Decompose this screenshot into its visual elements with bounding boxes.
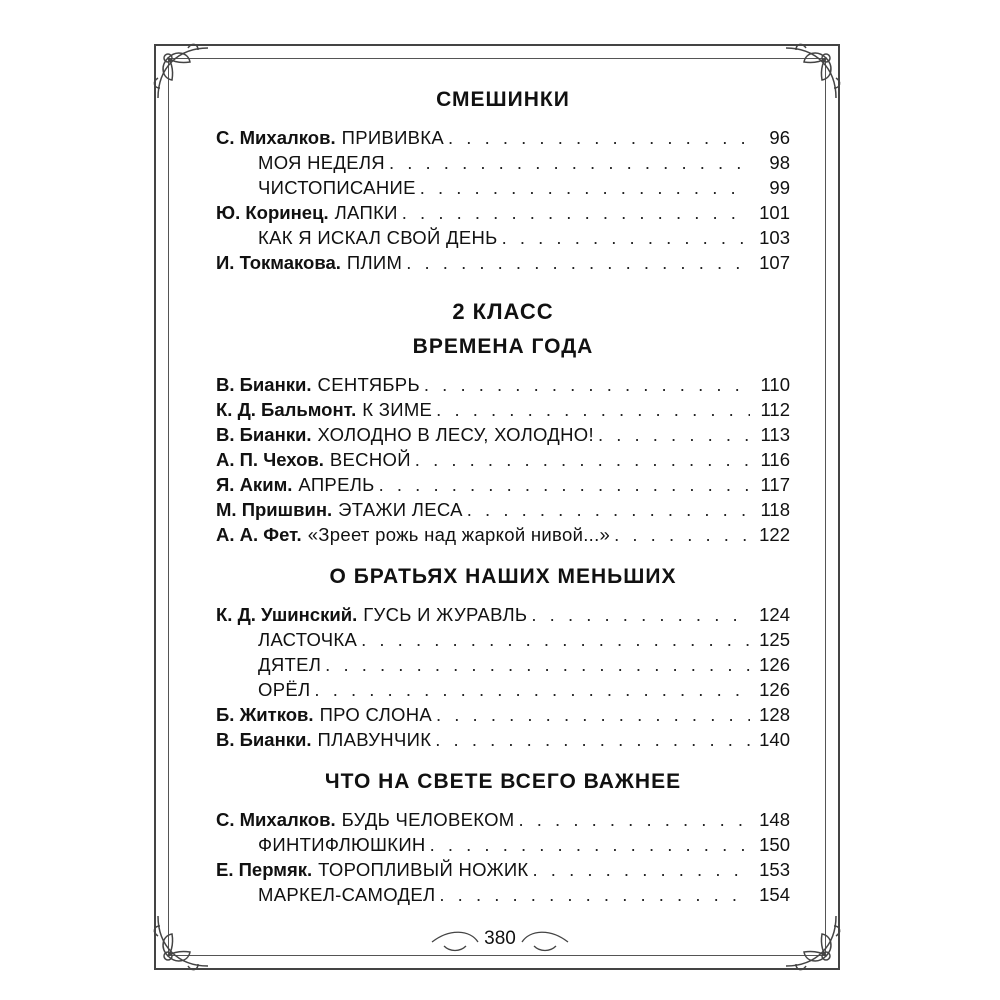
toc-entry <box>216 397 790 422</box>
entry-page: 101 <box>759 202 790 223</box>
section-title: СМЕШИНКИ <box>436 88 570 111</box>
entry-page: 113 <box>760 424 790 445</box>
entry-title: ДЯТЕЛ <box>258 654 322 675</box>
entry-page: 140 <box>759 729 790 750</box>
toc-entry <box>216 225 790 250</box>
leader-dots <box>420 175 750 200</box>
entry-title: ФИНТИФЛЮШКИН <box>258 834 426 855</box>
toc-entry <box>216 702 790 727</box>
toc-entry <box>216 627 790 652</box>
entry-author: С. Михалков. <box>216 127 336 148</box>
toc-list <box>216 807 790 907</box>
entry-page: 153 <box>759 859 790 880</box>
entry-author: К. Д. Ушинский. <box>216 604 358 625</box>
entry-author: Б. Житков. <box>216 704 314 725</box>
leader-dots <box>389 150 750 175</box>
entry-title: ЛАСТОЧКА <box>258 629 358 650</box>
entry-page: 110 <box>760 374 790 395</box>
entry-page: 98 <box>769 152 790 173</box>
toc-entry <box>216 832 790 857</box>
entry-title: ТОРОПЛИВЫЙ НОЖИК <box>318 859 529 880</box>
corner-ornament-icon <box>776 906 846 976</box>
leader-dots <box>502 225 750 250</box>
toc-entry <box>216 200 790 225</box>
entry-page: 116 <box>760 449 790 470</box>
entry-page: 117 <box>760 474 790 495</box>
page-number: 380 <box>484 928 516 949</box>
entry-author: В. Бианки. <box>216 374 312 395</box>
toc-entry <box>216 727 790 752</box>
leader-dots <box>533 857 750 882</box>
leader-dots <box>436 397 750 422</box>
entry-title: ПРИВИВКА <box>341 127 445 148</box>
leader-dots <box>531 602 750 627</box>
entry-page: 126 <box>759 654 790 675</box>
table-of-contents <box>216 88 790 907</box>
section-title: О БРАТЬЯХ НАШИХ МЕНЬШИХ <box>329 565 677 588</box>
entry-title: КАК Я ИСКАЛ СВОЙ ДЕНЬ <box>258 227 498 248</box>
entry-page: 118 <box>760 499 790 520</box>
entry-author: М. Пришвин. <box>216 499 333 520</box>
entry-page: 126 <box>759 679 790 700</box>
toc-entry <box>216 250 790 275</box>
toc-entry <box>216 652 790 677</box>
leader-dots <box>439 882 750 907</box>
entry-author: С. Михалков. <box>216 809 336 830</box>
corner-ornament-icon <box>148 38 218 108</box>
entry-title: БУДЬ ЧЕЛОВЕКОМ <box>341 809 515 830</box>
toc-entry <box>216 677 790 702</box>
entry-title: ПЛАВУНЧИК <box>317 729 432 750</box>
toc-entry <box>216 447 790 472</box>
entry-title: МОЯ НЕДЕЛЯ <box>258 152 385 173</box>
toc-entry <box>216 125 790 150</box>
leader-dots <box>361 627 750 652</box>
leader-dots <box>415 447 750 472</box>
entry-title: К ЗИМЕ <box>362 399 433 420</box>
toc-entry <box>216 372 790 397</box>
toc-list <box>216 125 790 275</box>
entry-page: 99 <box>769 177 790 198</box>
entry-title: ВЕСНОЙ <box>329 449 411 470</box>
entry-title: ГУСЬ И ЖУРАВЛЬ <box>363 604 528 625</box>
leader-dots <box>424 372 750 397</box>
entry-title: СЕНТЯБРЬ <box>317 374 420 395</box>
entry-title: МАРКЕЛ-САМОДЕЛ <box>258 884 436 905</box>
entry-title: АПРЕЛЬ <box>298 474 375 495</box>
entry-author: А. А. Фет. <box>216 524 302 545</box>
entry-page: 107 <box>759 252 790 273</box>
leader-dots <box>435 727 750 752</box>
entry-title: ЧИСТОПИСАНИЕ <box>258 177 416 198</box>
corner-ornament-icon <box>148 906 218 976</box>
entry-title: ПЛИМ <box>346 252 403 273</box>
entry-page: 150 <box>759 834 790 855</box>
entry-page: 112 <box>760 399 790 420</box>
entry-page: 103 <box>759 227 790 248</box>
toc-entry <box>216 150 790 175</box>
entry-title: ОРЁЛ <box>258 679 311 700</box>
entry-page: 122 <box>759 524 790 545</box>
section-title: ВРЕМЕНА ГОДА <box>412 335 594 358</box>
toc-entry <box>216 175 790 200</box>
entry-page: 148 <box>759 809 790 830</box>
leader-dots <box>448 125 750 150</box>
toc-list <box>216 602 790 752</box>
entry-page: 124 <box>759 604 790 625</box>
entry-author: К. Д. Бальмонт. <box>216 399 357 420</box>
entry-author: Я. Аким. <box>216 474 293 495</box>
leader-dots <box>519 807 751 832</box>
toc-entry <box>216 857 790 882</box>
toc-entry <box>216 807 790 832</box>
entry-page: 154 <box>759 884 790 905</box>
entry-title: ПРО СЛОНА <box>319 704 432 725</box>
toc-entry <box>216 472 790 497</box>
toc-entry <box>216 602 790 627</box>
toc-entry <box>216 882 790 907</box>
leader-dots <box>436 702 750 727</box>
leader-dots <box>379 472 750 497</box>
toc-entry <box>216 497 790 522</box>
entry-title: ЛАПКИ <box>334 202 398 223</box>
entry-author: Ю. Коринец. <box>216 202 329 223</box>
page-number-ornament <box>430 922 570 962</box>
toc-list <box>216 372 790 547</box>
toc-entry <box>216 422 790 447</box>
entry-title: ХОЛОДНО В ЛЕСУ, ХОЛОДНО! <box>317 424 594 445</box>
entry-page: 96 <box>769 127 790 148</box>
leader-dots <box>430 832 750 857</box>
class-title: 2 КЛАСС <box>452 299 554 324</box>
leader-dots <box>598 422 750 447</box>
leader-dots <box>467 497 750 522</box>
entry-page: 125 <box>759 629 790 650</box>
section-title: ЧТО НА СВЕТЕ ВСЕГО ВАЖНЕЕ <box>324 770 682 793</box>
toc-entry <box>216 522 790 547</box>
leader-dots <box>325 652 750 677</box>
entry-title: ЭТАЖИ ЛЕСА <box>338 499 463 520</box>
entry-author: А. П. Чехов. <box>216 449 324 470</box>
entry-author: В. Бианки. <box>216 424 312 445</box>
entry-author: В. Бианки. <box>216 729 312 750</box>
entry-page: 128 <box>759 704 790 725</box>
entry-author: Е. Пермяк. <box>216 859 313 880</box>
leader-dots <box>614 522 750 547</box>
entry-title: «Зреет рожь над жаркой нивой...» <box>307 524 611 545</box>
entry-author: И. Токмакова. <box>216 252 341 273</box>
leader-dots <box>314 677 750 702</box>
leader-dots <box>402 200 750 225</box>
leader-dots <box>406 250 750 275</box>
